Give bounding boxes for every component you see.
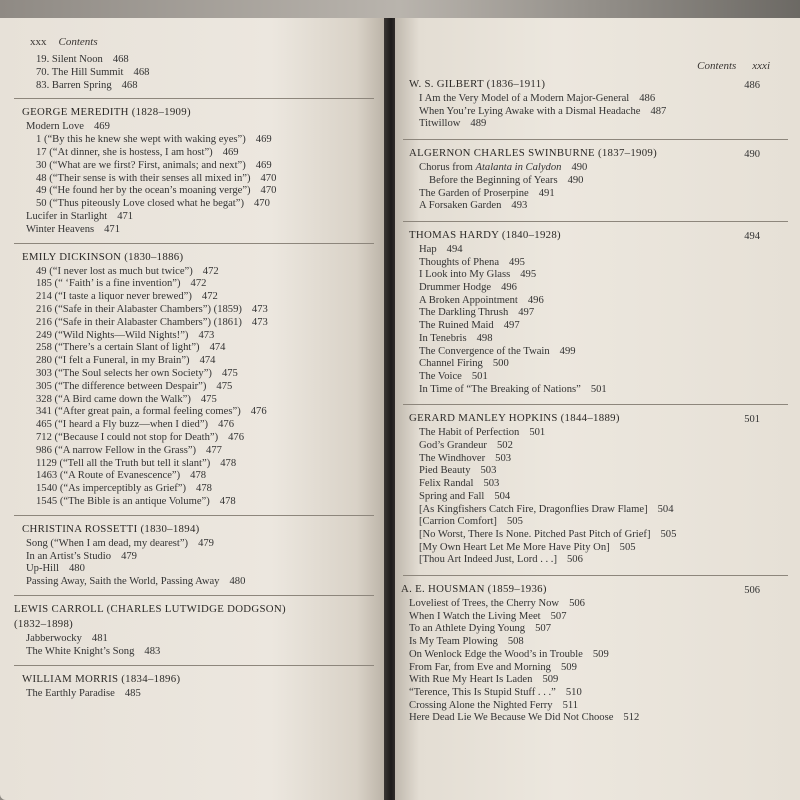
toc-entry [419,282,517,294]
entry-title: In Time of “The Breaking of Nations” [419,383,581,395]
section-rule [403,221,788,222]
author-heading: ALGERNON CHARLES SWINBURNE (1837–1909) [409,147,658,160]
entry-page: 479 [121,550,137,562]
toc-entry [419,295,544,307]
entry-title: 328 (“A Bird came down the Walk”) [36,393,191,405]
entry-title: Loveliest of Trees, the Cherry Now [409,598,560,609]
entry-title: Pied Beauty [419,465,471,477]
toc-entry [26,633,108,645]
entry-page: 472 [201,291,218,303]
toc-entry [409,662,577,674]
entry-page: 479 [198,537,214,549]
entry-title: 50 (“Thus piteously Love closed what he begat”) [36,198,244,210]
entry-page: 474 [209,342,226,354]
entry-title: 465 (“I heard a Fly buzz—when I died”) [36,419,209,431]
entry-title: Hap [419,243,437,255]
toc-entry [36,330,214,342]
section-start-page: 486 [744,80,760,91]
entry-title: 341 (“After great pain, a formal feeling comes”) [36,406,241,418]
entry-page: 471 [104,223,120,235]
entry-title: Song (“When I am dead, my dearest”) [26,537,189,549]
toc-entry [26,551,137,563]
toc-entry [36,432,244,444]
toc-entry [36,406,267,418]
entry-page: 473 [251,316,268,328]
entry-title: The Darkling Thrush [419,307,509,319]
entry-title: A Forsaken Garden [419,200,502,212]
author-heading: EMILY DICKINSON (1830–1886) [22,250,184,263]
entry-title: 1540 (“As imperceptibly as Grief”) [36,483,187,495]
toc-entry [36,394,217,406]
section-rule [14,243,374,244]
entry-page: 505 [619,541,636,553]
entry-page: 478 [220,457,237,469]
entry-page: 491 [538,187,555,199]
entry-page: 475 [221,368,238,379]
section-rule [14,515,374,516]
section-start-page: 490 [744,149,760,161]
toc-entry [36,342,225,354]
entry-title: Passing Away, Saith the World, Passing Away [26,576,220,588]
entry-title: With Rue My Heart Is Laden [409,674,533,686]
toc-entry [419,465,496,477]
toc-entry [36,160,272,172]
author-heading: GERARD MANLEY HOPKINS (1844–1889) [409,412,620,425]
entry-title: 83. Barren Spring [36,79,112,91]
entry-page: 506 [569,598,585,609]
entry-page: 478 [219,496,236,507]
entry-title: The White Knight’s Song [26,645,135,657]
entry-page: 496 [527,294,544,306]
toc-entry [409,598,585,610]
author-heading: CHRISTINA ROSSETTI (1830–1894) [22,522,200,535]
toc-entry [36,483,212,495]
toc-entry [26,211,133,223]
author-heading-dates: (1832–1898) [14,618,74,630]
toc-entry [419,307,534,319]
entry-page: 469 [255,134,272,146]
entry-page: 507 [550,610,567,622]
entry-page: 490 [571,162,588,174]
entry-page: 505 [506,516,523,528]
entry-title: [No Worst, There Is None. Pitched Past Pitch of Grief] [419,528,651,540]
author-heading: A. E. HOUSMAN (1859–1936) [401,583,547,595]
entry-title: The Garden of Proserpine [419,187,529,199]
entry-title: 1 (“By this he knew she wept with waking eyes”) [36,134,246,146]
entry-page: 487 [650,105,667,117]
entry-title: Spring and Fall [419,490,485,502]
entry-page: 470 [254,198,270,210]
entry-page: 501 [590,383,607,395]
entry-page: 501 [471,370,488,382]
entry-page: 478 [190,470,207,482]
left-page-number: xxx [30,36,47,48]
toc-entry [26,563,85,575]
entry-title: 214 (“I taste a liquor never brewed”) [36,291,192,303]
entry-page: 474 [199,355,216,367]
toc-entry [419,427,545,439]
section-rule [403,139,788,140]
right-page-number: xxxi [752,60,770,72]
section-rule [403,404,788,405]
entry-page: 503 [480,465,497,477]
toc-entry [36,304,268,316]
right-running-title: Contents [697,60,737,72]
entry-title: 712 (“Because I could not stop for Death”) [36,432,219,443]
entry-page: 507 [535,623,551,635]
entry-page: 509 [560,661,577,673]
entry-page: 504 [494,490,511,502]
entry-title: Winter Heavens [26,223,95,235]
author-heading: W. S. GILBERT (1836–1911) [409,78,546,90]
toc-entry [409,700,578,712]
toc-entry [419,453,511,465]
entry-page: 468 [112,54,129,65]
entry-page: 511 [562,699,579,711]
entry-title: The Windhover [419,452,486,464]
entry-title: I Look into My Glass [419,269,511,281]
toc-entry [419,244,463,256]
toc-entry [36,80,138,92]
entry-page: 473 [251,304,268,315]
entry-title: When I Watch the Living Meet [409,610,541,622]
toc-entry [429,175,583,187]
entry-page: 508 [507,636,524,648]
toc-entry [26,121,110,133]
entry-title: Here Dead Lie We Because We Did Not Choose [409,712,614,724]
section-rule [14,595,374,596]
toc-entry [419,371,488,383]
entry-page: 499 [559,345,576,357]
section-rule [14,665,374,666]
section-start-page: 494 [744,230,760,242]
entry-title: When You’re Lying Awake with a Dismal Headache [419,105,641,117]
entry-page: 486 [639,93,656,104]
entry-page: 475 [200,393,217,405]
entry-title: Felix Randal [419,478,474,490]
author-heading: LEWIS CARROLL (CHARLES LUTWIDGE DODGSON) [14,603,286,615]
entry-page: 504 [657,503,674,515]
author-heading: THOMAS HARDY (1840–1928) [409,228,561,241]
toc-entry [36,496,236,508]
entry-title: 305 (“The difference between Despair”) [36,380,207,392]
entry-page: 483 [144,645,161,657]
author-heading: GEORGE MEREDITH (1828–1909) [22,106,191,119]
entry-title: Up-Hill [26,563,59,575]
entry-title: “Terence, This Is Stupid Stuff . . .” [409,686,556,698]
entry-title: To an Athlete Dying Young [409,623,526,635]
toc-entry [409,623,551,635]
toc-entry [36,134,272,146]
left-page [0,18,388,800]
entry-page: 481 [91,633,108,644]
entry-title: Thoughts of Phena [419,256,500,268]
toc-entry [419,542,636,554]
entry-page: 476 [250,406,267,418]
entry-page: 495 [509,256,525,268]
entry-title: 1129 (“Tell all the Truth but tell it slant”) [36,457,211,469]
entry-page: 506 [567,554,583,566]
toc-entry [409,687,582,699]
entry-page: 477 [206,444,222,456]
entry-page: 468 [133,66,150,78]
entry-page: 512 [623,712,640,724]
entry-title: In an Artist’s Studio [26,550,112,562]
section-rule [403,575,788,576]
toc-entry [419,320,520,332]
toc-entry [419,478,499,490]
entry-title: 1463 (“A Route of Evanescence”) [36,470,181,482]
toc-entry [409,611,567,623]
entry-title: Is My Team Plowing [409,636,498,648]
entry-title: 216 (“Safe in their Alabaster Chambers”) (1861) [36,316,242,328]
entry-page: 475 [216,380,233,392]
toc-entry [26,688,141,700]
entry-page: 505 [660,528,677,540]
entry-title: [As Kingfishers Catch Fire, Dragonflies Draw Flame] [419,503,648,515]
toc-entry [419,269,536,281]
toc-entry [36,185,276,197]
toc-entry [36,147,239,159]
entry-page: 496 [501,282,517,293]
toc-entry [419,529,676,541]
entry-page: 472 [202,265,219,277]
toc-entry [419,516,523,528]
author-heading: WILLIAM MORRIS (1834–1896) [22,672,181,685]
entry-title: 49 (“He found her by the ocean’s moaning verge”) [36,185,251,197]
toc-entry [36,445,222,457]
section-rule [14,98,374,99]
section-start-page: 506 [744,585,760,596]
entry-page: 503 [483,478,500,490]
entry-page: 495 [520,269,537,281]
entry-page: 509 [542,674,559,686]
toc-entry [419,491,510,503]
entry-page: 493 [511,200,528,212]
entry-page: 469 [93,121,110,133]
entry-title: [My Own Heart Let Me More Have Pity On] [419,541,610,553]
toc-entry [26,576,245,588]
toc-entry [419,188,555,200]
toc-entry [419,162,587,174]
toc-entry [409,649,609,661]
toc-entry [419,358,509,370]
section-start-page: 501 [744,414,760,426]
toc-entry [36,355,215,367]
toc-entry [26,646,160,658]
entry-title: 49 (“I never lost as much but twice”) [36,265,193,277]
toc-entry [419,504,673,516]
entry-page: 469 [255,159,272,171]
entry-page: 471 [117,211,134,222]
entry-title: 216 (“Safe in their Alabaster Chambers”) (1859) [36,304,242,315]
entry-title: The Convergence of the Twain [419,345,550,357]
entry-title: Titwillow [419,118,461,130]
entry-title: Channel Firing [419,358,483,370]
entry-page: 490 [567,174,584,186]
entry-page: 476 [218,419,234,431]
toc-entry [409,712,639,724]
entry-title: Chorus from [419,162,476,174]
entry-page: 503 [495,452,512,464]
entry-title: I Am the Very Model of a Modern Major-General [419,93,630,104]
toc-entry [26,538,214,550]
toc-entry [36,266,219,278]
entry-title: In Tenebris [419,332,467,344]
entry-page: 498 [476,332,493,344]
entry-title: Drummer Hodge [419,282,492,293]
entry-title: [Thou Art Indeed Just, Lord . . .] [419,554,557,566]
entry-title: Before the Beginning of Years [429,174,558,186]
left-running-head [30,36,98,48]
entry-title: 249 (“Wild Nights—Wild Nights!”) [36,329,189,341]
entry-page: 478 [196,483,212,495]
entry-title: 1545 (“The Bible is an antique Volume”) [36,496,210,507]
entry-title: God’s Grandeur [419,440,487,451]
entry-title: Crossing Alone the Nighted Ferry [409,699,553,711]
entry-title: The Ruined Maid [419,320,494,332]
entry-title: 258 (“There’s a certain Slant of light”) [36,342,200,354]
entry-title: 48 (“Their sense is with their senses all mixed in”) [36,172,251,184]
toc-entry [36,278,206,290]
entry-title: From Far, from Eve and Morning [409,661,551,673]
entry-page: 470 [260,172,277,184]
entry-page: 468 [121,79,138,91]
entry-page: 485 [124,687,141,699]
book-spread [0,18,800,800]
right-running-head [697,60,770,72]
entry-title: 30 (“What are we first? First, animals; and next”) [36,159,246,171]
entry-page: 500 [492,358,509,370]
entry-title: Modern Love [26,121,84,133]
entry-title: Lucifer in Starlight [26,211,108,222]
toc-entry [36,419,234,431]
toc-entry [36,198,270,210]
entry-title: The Voice [419,370,462,382]
toc-entry [36,317,268,329]
entry-page: 497 [518,307,535,319]
toc-entry [36,368,238,380]
toc-entry [419,93,655,105]
entry-title: 185 (“ ‘Faith’ is a fine invention”) [36,278,181,290]
left-running-title: Contents [58,36,98,48]
entry-page: 489 [470,118,487,130]
entry-page: 497 [503,320,520,332]
toc-entry [36,173,276,185]
entry-page: 509 [592,648,609,660]
entry-title: The Habit of Perfection [419,427,520,439]
entry-page: 476 [228,432,244,443]
entry-title: 986 (“A narrow Fellow in the Grass”) [36,444,197,456]
entry-title: 70. The Hill Summit [36,66,124,78]
entry-page: 473 [198,329,215,341]
toc-entry [36,54,129,66]
entry-title: On Wenlock Edge the Wood’s in Trouble [409,648,583,660]
toc-entry [36,67,149,79]
toc-entry [419,384,607,396]
entry-page: 501 [529,427,546,439]
toc-entry [419,554,583,566]
toc-entry [409,636,524,648]
toc-entry [409,674,558,686]
entry-page: 510 [565,686,582,698]
entry-title: 303 (“The Soul selects her own Society”) [36,368,212,379]
entry-title: 17 (“At dinner, she is hostess, I am host”) [36,147,213,158]
toc-entry [419,440,513,452]
entry-title: 19. Silent Noon [36,54,103,65]
entry-page: 494 [446,243,463,255]
entry-title: A Broken Appointment [419,294,518,306]
toc-entry [419,257,525,269]
right-page [395,18,800,800]
entry-page: 502 [496,440,513,451]
toc-entry [419,106,666,118]
entry-page: 470 [260,185,277,197]
entry-page: 472 [190,278,207,290]
toc-entry [419,333,493,345]
entry-title: The Earthly Paradise [26,687,115,699]
toc-entry [419,346,576,358]
entry-title-italic: Atalanta in Calydon [475,162,562,174]
entry-page: 480 [229,576,246,588]
entry-title: [Carrion Comfort] [419,516,497,528]
toc-entry [36,458,236,470]
toc-entry [419,200,527,212]
toc-entry [36,381,232,393]
entry-page: 469 [222,147,239,158]
entry-title: Jabberwocky [26,633,82,644]
toc-entry [36,470,206,482]
toc-entry [419,118,486,130]
toc-entry [36,291,218,303]
entry-page: 480 [68,563,85,575]
entry-title: 280 (“I felt a Funeral, in my Brain”) [36,355,190,367]
toc-entry [26,224,120,236]
